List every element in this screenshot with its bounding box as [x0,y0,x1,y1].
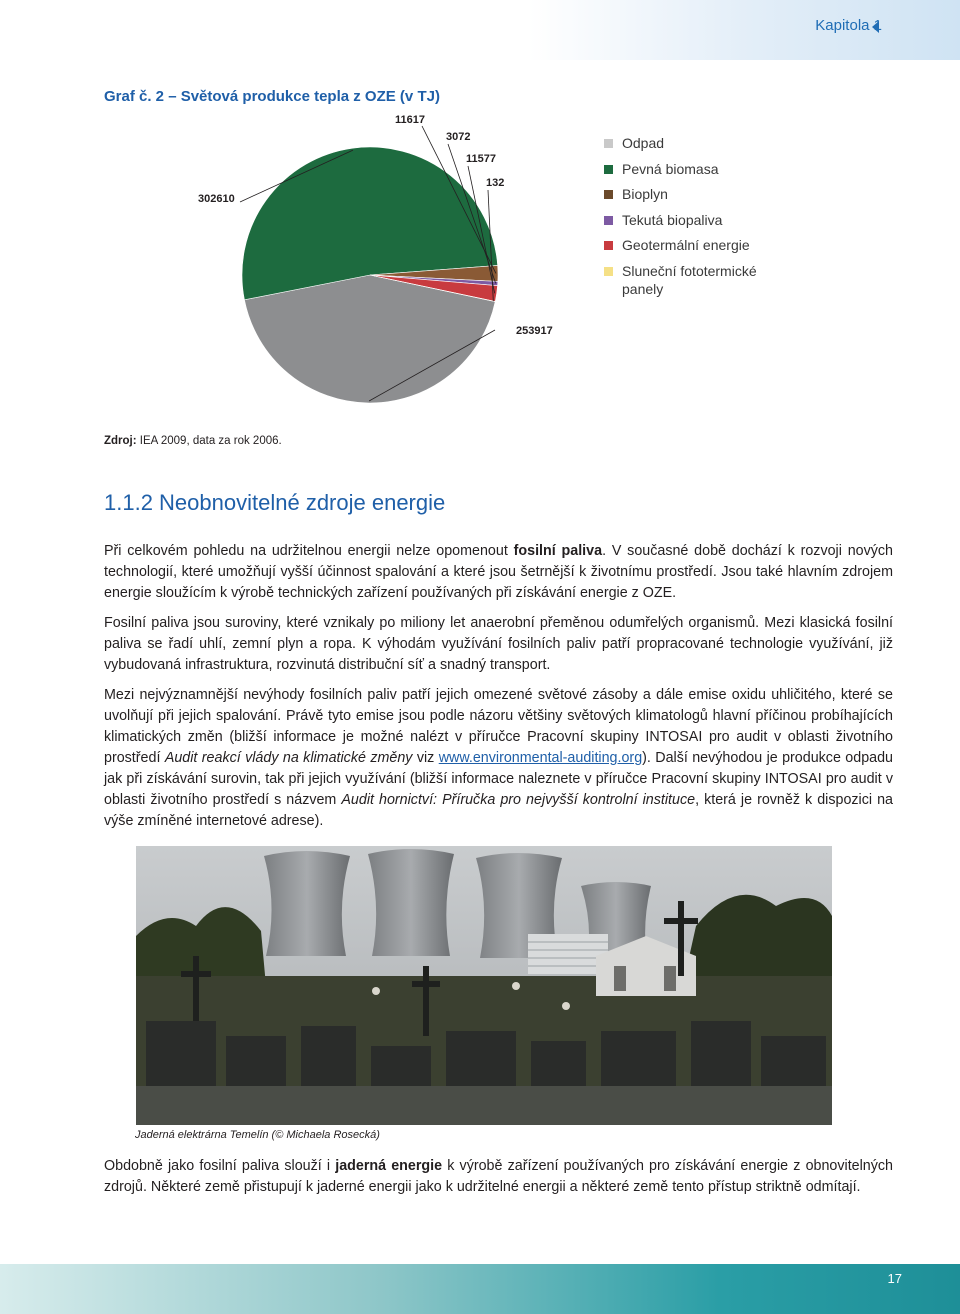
legend-label: Pevná biomasa [622,160,719,177]
paragraph-2: Fosilní paliva jsou suroviny, které vznikaly po miliony let anaerobní přeměnou odumřelých organismů. Mezi klasická fosilní paliva se řadí uhlí, zemní plyn a ropa. K výhodám využívání fosilních paliv patří propracované technologie využívání, již vybudovaná infrastruktura, rozvinutá distribuční síť a snadný transport. [104,615,893,673]
legend-item-bioplyn [604,185,772,211]
page-number: 17 [887,1271,902,1286]
pie-data-label: 11617 [395,114,425,126]
chart-legend [604,134,772,297]
website-link[interactable]: www.environmental-auditing.org [438,750,643,766]
legend-swatch [604,139,613,148]
legend-label: Tekutá biopaliva [622,211,723,228]
legend-item-pevna-biomasa [604,160,772,186]
photo-caption: Jaderná elektrárna Temelín (© Michaela Rosecká) [135,1129,380,1141]
legend-swatch [604,241,613,250]
legend-swatch [604,190,613,199]
legend-label: Geotermální energie [622,237,750,254]
pie-data-label: 3072 [446,131,471,143]
pie-data-label: 11577 [466,153,496,165]
legend-label: Odpad [622,135,665,151]
legend-item-odpad [604,134,772,160]
legend-label: Bioplyn [622,186,668,203]
footer-bar [0,1264,960,1314]
paragraph-text: viz [412,750,439,766]
legend-label: Sluneční fototermické panely [622,262,757,297]
chart-source [104,435,282,447]
legend-item-geotermalni-energie [604,236,772,262]
pie-chart [190,110,553,430]
chevron-left-icon[interactable] [872,21,879,33]
paragraph-text: , která je rovněž k dispozici na výše zmíněné internetové adrese). [104,792,893,829]
emphasis-text: jaderná energie [335,1158,443,1174]
legend-swatch [604,216,613,225]
legend-swatch [604,267,613,276]
paragraph-text: . V současné době dochází k rozvoji nových technologií, které umožňují vyšší účinnost spalování a které jsou šetrnější k životnímu prostředí. Jsou také hlavním zdrojem energie sloužícím k výrobě technických zařízení používaných při získávání energie z OZE. [104,543,893,601]
paragraph-text: Mezi nejvýznamnější nevýhody fosilních paliv patří jejich omezené světové zásoby a dále emise oxidu uhličitého, které se uvolňují při jejich spalování. Právě tyto emise jsou podle názoru většiny světových klimatologů hlavní příčinou probíhajících klimatických změn (bližší informace je možné nalézt v příručce Pracovní skupiny INTOSAI pro audit v oblasti životního prostředí [104,687,893,766]
legend-swatch [604,165,613,174]
italic-title: Audit reakcí vlády na klimatické změny [164,750,413,766]
chapter-label[interactable]: Kapitola 1 [815,17,882,34]
paragraph-text: k výrobě zařízení používaných pro získávání energie z obnovitelných zdrojů. Některé země přistupují k jaderné energii jako k udržitelné energii a některé země tento přístup striktně odmítají. [104,1158,894,1195]
legend-item-slunecni-panely [604,262,772,297]
paragraph-3 [104,685,893,832]
pie-data-label: 253917 [516,325,553,337]
legend-item-tekuta-biopaliva [604,211,772,237]
paragraph-4 [104,1156,893,1198]
pie-data-label: 302610 [198,193,235,205]
section-title: 1.1.2 Neobnovitelné zdroje energie [104,490,446,515]
paragraph-text: Obdobně jako fosilní paliva slouží i [104,1158,336,1174]
paragraph-text: Při celkovém pohledu na udržitelnou energii nelze opomenout [104,543,514,559]
paragraph-text: ). Další nevýhodou je produkce odpadu jak při získávání surovin, tak při jejich využívání (bližší informace naleznete v příručce Pracovní skupiny INTOSAI pro audit v oblasti životního prostředí s názvem [104,750,893,808]
pie-data-label: 132 [486,177,505,189]
pie-slices [242,147,498,403]
paragraph-1 [104,541,893,604]
source-label: Zdroj: [104,435,137,447]
italic-title: Audit hornictví: Příručka pro nejvyšší kontrolní instituce [341,792,696,808]
nuclear-plant-photo [136,846,832,1125]
emphasis-text: fosilní paliva [513,543,603,559]
pie-slice-odpad [244,275,495,403]
chart-title: Graf č. 2 – Světová produkce tepla z OZE (v TJ) [104,88,440,105]
source-text: IEA 2009, data za rok 2006. [136,435,282,447]
